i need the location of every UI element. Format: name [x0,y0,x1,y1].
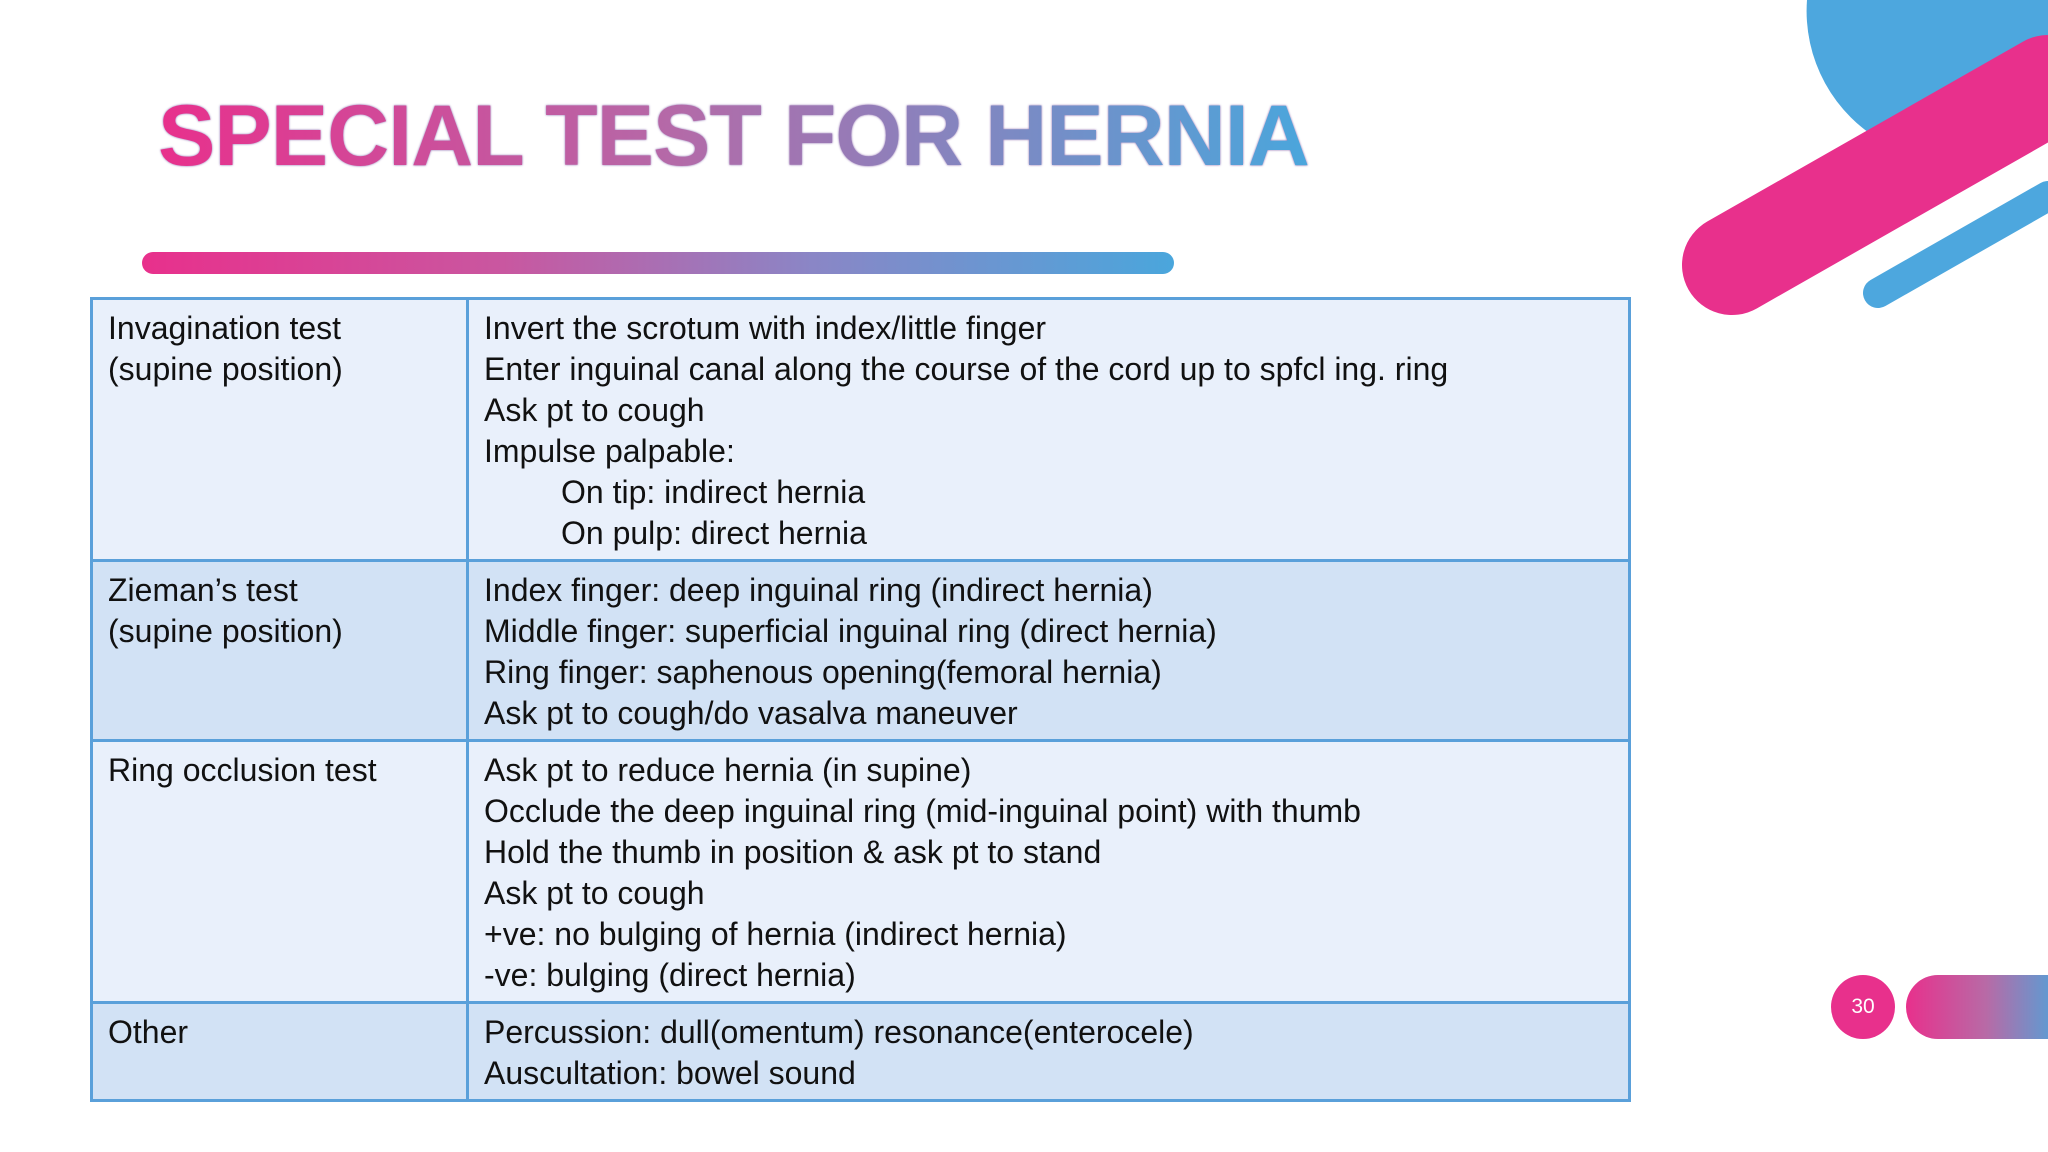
hernia-tests-table [90,297,1631,1102]
decorative-shapes [1660,0,2048,340]
decorative-gradient-tab [1906,975,2048,1039]
test-steps-cell [468,299,1630,561]
test-step: Occlude the deep inguinal ring (mid-inguinal point) with thumb [484,793,1361,829]
slide-title: SPECIAL TEST FOR HERNIA [158,88,1309,184]
test-step: Invert the scrotum with index/little finger [484,310,1047,346]
test-name-cell [92,1003,468,1101]
test-steps-cell [468,1003,1630,1101]
table-row [92,299,1630,561]
test-step: Enter inguinal canal along the course of the cord up to spfcl ing. ring [484,351,1449,387]
test-step: Ask pt to cough [484,875,705,911]
page-number-badge: 30 [1831,975,1895,1039]
table-row [92,1003,1630,1101]
test-step: -ve: bulging (direct hernia) [484,957,856,993]
test-step: Hold the thumb in position & ask pt to stand [484,834,1102,870]
test-name-cell [92,561,468,741]
test-position: (supine position) [108,351,343,387]
test-position: (supine position) [108,613,343,649]
test-name: Zieman’s test [108,572,298,608]
test-step: Ring finger: saphenous opening(femoral hernia) [484,654,1162,690]
table-row [92,561,1630,741]
test-name-cell [92,299,468,561]
test-step: On pulp: direct hernia [561,515,867,551]
title-underline-bar [142,252,1174,274]
test-steps-cell [468,741,1630,1003]
test-step: Auscultation: bowel sound [484,1055,856,1091]
test-step: Impulse palpable: [484,433,735,469]
test-step: Ask pt to cough [484,392,705,428]
table-row [92,741,1630,1003]
test-name: Invagination test [108,310,342,346]
test-step: Percussion: dull(omentum) resonance(enterocele) [484,1014,1194,1050]
test-step: Index finger: deep inguinal ring (indirect hernia) [484,572,1153,608]
test-name: Other [108,1014,189,1050]
test-steps-cell [468,561,1630,741]
test-step: +ve: no bulging of hernia (indirect hernia) [484,916,1067,952]
test-step: Ask pt to cough/do vasalva maneuver [484,695,1018,731]
test-step: On tip: indirect hernia [561,474,866,510]
test-step: Middle finger: superficial inguinal ring (direct hernia) [484,613,1217,649]
test-name-cell [92,741,468,1003]
test-name: Ring occlusion test [108,752,377,788]
test-step: Ask pt to reduce hernia (in supine) [484,752,972,788]
